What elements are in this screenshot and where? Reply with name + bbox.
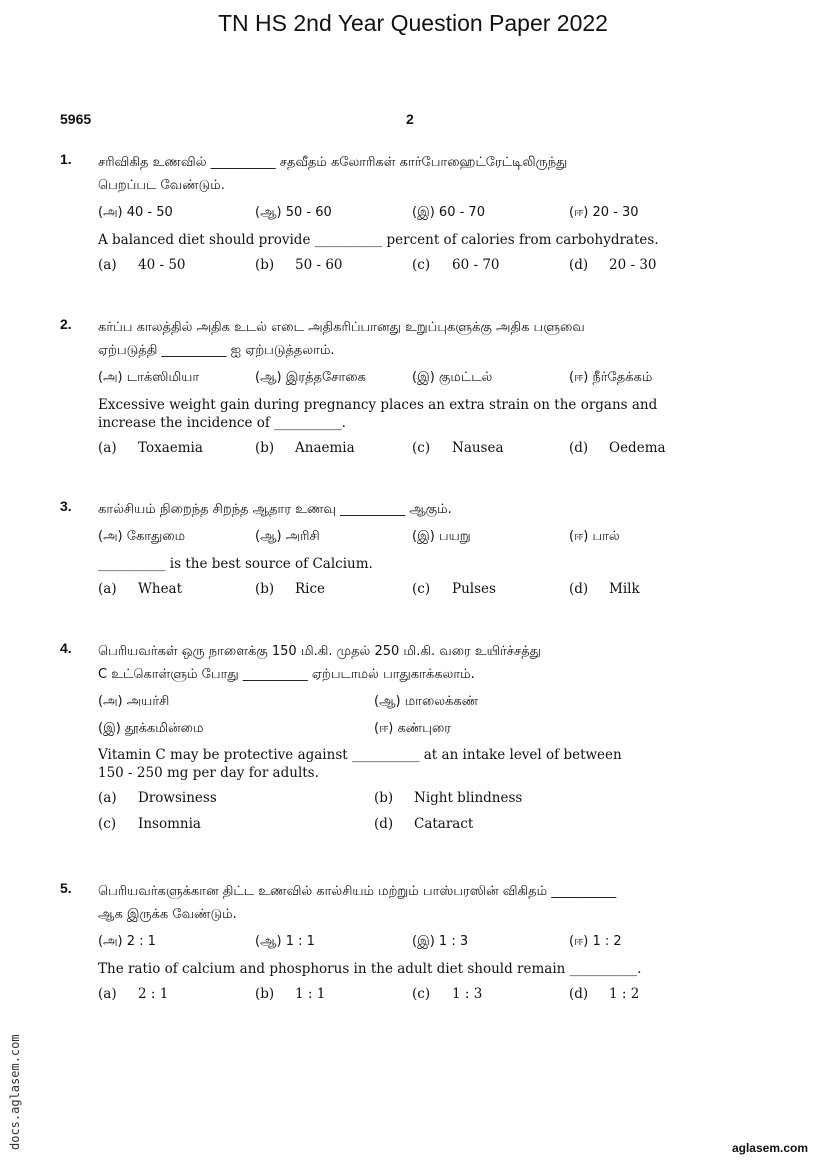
- option-tamil: (ஈ) 20 - 30: [569, 205, 639, 220]
- watermark-text: docs.aglasem.com: [8, 1034, 22, 1150]
- question-text-english: A balanced diet should provide __________ percent of calories from carbohydrates.: [98, 232, 659, 248]
- option-tamil: (இ) குமட்டல்: [412, 370, 493, 385]
- option-english: (c) Pulses: [412, 581, 496, 597]
- question-text-english: Vitamin C may be protective against __________ at an intake level of between: [98, 747, 622, 763]
- option-english: (b) Night blindness: [374, 790, 523, 806]
- question-number: 5.: [60, 880, 72, 896]
- option-english: (a) Toxaemia: [98, 440, 203, 456]
- option-english: (d) 1 : 2: [569, 986, 640, 1002]
- option-tamil: (ஈ) கண்புரை: [374, 721, 451, 736]
- option-english: (c) 60 - 70: [412, 257, 500, 273]
- option-english: (c) Nausea: [412, 440, 504, 456]
- question-number: 2.: [60, 316, 72, 332]
- page-number: 2: [406, 111, 414, 127]
- question-number: 1.: [60, 151, 72, 167]
- question-text-tamil: பெரியவர்களுக்கான திட்ட உணவில் கால்சியம் மற்றும் பாஸ்பரஸின் விகிதம் __________: [98, 884, 617, 899]
- option-english: (b) 1 : 1: [255, 986, 326, 1002]
- question-text-english: 150 - 250 mg per day for adults.: [98, 765, 319, 781]
- option-tamil: (ஆ) இரத்தசோகை: [255, 370, 366, 385]
- option-english: (a) Wheat: [98, 581, 183, 597]
- paper-code: 5965: [60, 111, 92, 127]
- question-text-tamil: பெரியவர்கள் ஒரு நாளைக்கு 150 மி.கி. முதல் 250 மி.கி. வரை உயிர்ச்சத்து: [98, 644, 541, 659]
- question-text-tamil: ஏற்படுத்தி __________ ஐ ஏற்படுத்தலாம்.: [98, 343, 335, 358]
- option-english: (d) 20 - 30: [569, 257, 657, 273]
- question-number: 4.: [60, 640, 72, 656]
- question-text-english: increase the incidence of __________.: [98, 415, 346, 431]
- option-english: (a) 40 - 50: [98, 257, 186, 273]
- question-text-tamil: கர்ப்ப காலத்தில் அதிக உடல் எடை அதிகரிப்பானது உறுப்புகளுக்கு அதிக பளுவை: [98, 320, 585, 335]
- question-text-tamil: ஆக இருக்க வேண்டும்.: [98, 907, 237, 922]
- option-tamil: (அ) கோதுமை: [98, 529, 186, 544]
- option-english: (d) Cataract: [374, 816, 474, 832]
- option-english: (a) Drowsiness: [98, 790, 217, 806]
- question-text-english: The ratio of calcium and phosphorus in the adult diet should remain __________.: [98, 961, 642, 977]
- option-tamil: (ஆ) 50 - 60: [255, 205, 332, 220]
- option-tamil: (இ) தூக்கமின்மை: [98, 721, 204, 736]
- option-tamil: (இ) பயறு: [412, 529, 471, 544]
- option-tamil: (ஆ) அரிசி: [255, 529, 320, 544]
- option-tamil: (அ) டாக்ஸிமியா: [98, 370, 200, 385]
- page-title: TN HS 2nd Year Question Paper 2022: [218, 10, 608, 36]
- question-text-tamil: C உட்கொள்ளும் போது __________ ஏற்படாமல் பாதுகாக்கலாம்.: [98, 667, 475, 682]
- question-text-english: __________ is the best source of Calcium.: [98, 556, 373, 572]
- option-english: (d) Milk: [569, 581, 640, 597]
- option-english: (b) Anaemia: [255, 440, 355, 456]
- option-tamil: (அ) 2 : 1: [98, 934, 156, 949]
- option-english: (c) 1 : 3: [412, 986, 483, 1002]
- option-english: (b) Rice: [255, 581, 326, 597]
- footer-source: aglasem.com: [731, 1141, 808, 1155]
- option-english: (a) 2 : 1: [98, 986, 169, 1002]
- question-number: 3.: [60, 498, 72, 514]
- question-text-tamil: சரிவிகித உணவில் __________ சதவீதம் கலோரிகள் கார்போஹைட்ரேட்டிலிருந்து: [98, 155, 568, 170]
- question-text-tamil: கால்சியம் நிறைந்த சிறந்த ஆதார உணவு __________ ஆகும்.: [98, 502, 452, 517]
- option-tamil: (இ) 1 : 3: [412, 934, 469, 949]
- option-english: (c) Insomnia: [98, 816, 201, 832]
- option-tamil: (ஆ) மாலைக்கண்: [374, 694, 479, 709]
- option-english: (d) Oedema: [569, 440, 666, 456]
- option-tamil: (ஆ) 1 : 1: [255, 934, 315, 949]
- option-tamil: (ஈ) பால்: [569, 529, 620, 544]
- option-tamil: (ஈ) நீர்தேக்கம்: [569, 370, 653, 385]
- option-english: (b) 50 - 60: [255, 257, 343, 273]
- side-watermark: [8, 1000, 28, 1160]
- question-text-tamil: பெறப்பட வேண்டும்.: [98, 178, 225, 193]
- option-tamil: (இ) 60 - 70: [412, 205, 485, 220]
- option-tamil: (அ) 40 - 50: [98, 205, 173, 220]
- option-tamil: (அ) அயர்சி: [98, 694, 170, 709]
- option-tamil: (ஈ) 1 : 2: [569, 934, 622, 949]
- question-text-english: Excessive weight gain during pregnancy places an extra strain on the organs and: [98, 397, 658, 413]
